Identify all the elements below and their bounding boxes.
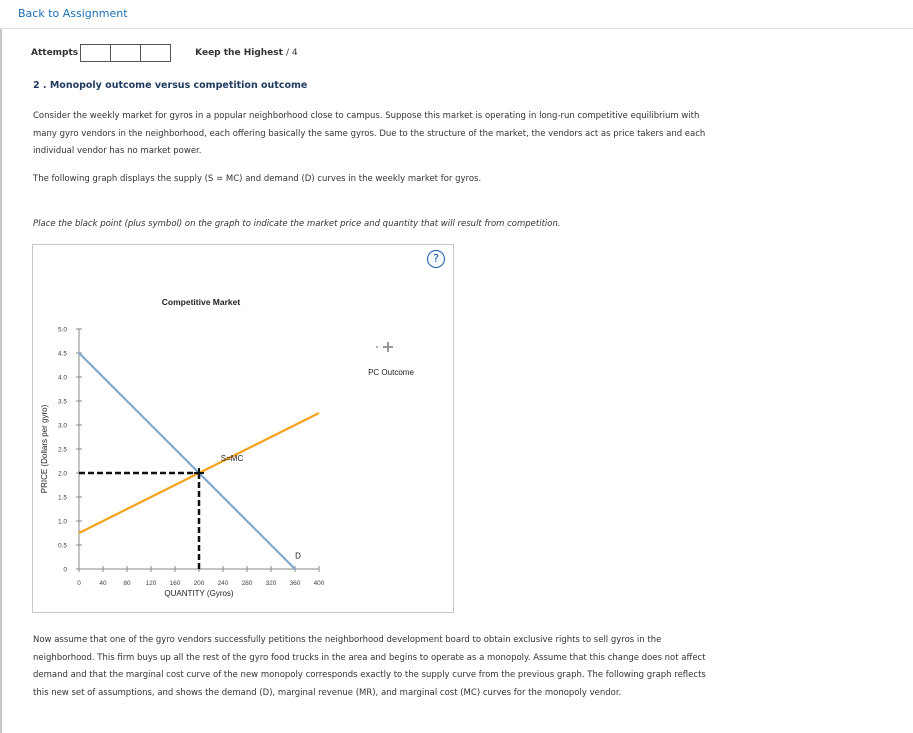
x-tick-label: 280	[241, 580, 253, 587]
y-tick-label: 0.5	[57, 542, 67, 550]
attempt-box-3	[140, 44, 171, 62]
back-to-assignment-link[interactable]: Back to Assignment	[18, 7, 128, 20]
supply-label: S=MC	[220, 454, 244, 463]
x-tick-label: 40	[99, 580, 107, 587]
keep-highest-label: Keep the Highest	[195, 48, 283, 58]
x-tick-label: 120	[145, 580, 157, 587]
graph-panel[interactable]	[32, 244, 454, 613]
y-tick-label: 2.5	[57, 446, 67, 454]
x-tick-label: 360	[289, 580, 301, 587]
question-intro: Consider the weekly market for gyros in a popular neighborhood close to campus. Suppose this market is operating in long-run competitive equilibrium with many gyro vendors in the neighborhood, each offering basically the same gyros. Due to the structure of the market, the vendors act as price takers and each individual vendor has no market power.	[33, 111, 706, 156]
x-tick-label: 320	[265, 580, 277, 587]
y-tick-label: 2.0	[57, 470, 67, 478]
question-title: 2 . Monopoly outcome versus competition outcome	[33, 80, 308, 91]
x-tick-label: 240	[217, 580, 229, 587]
x-tick-label: 160	[169, 580, 181, 587]
x-axis-title: QUANTITY (Gyros)	[164, 589, 234, 598]
top-bar	[0, 0, 913, 29]
attempt-box-2	[110, 44, 141, 62]
instruction-text: Place the black point (plus symbol) on the graph to indicate the market price and quantity that will result from competition.	[33, 219, 561, 229]
attempts-label: Attempts	[31, 48, 79, 58]
left-border	[0, 0, 2, 733]
attempts-row	[31, 44, 298, 62]
y-tick-label: 4.0	[57, 374, 67, 382]
pc-outcome-legend-label: PC Outcome	[368, 368, 414, 377]
y-tick-label: 4.5	[57, 350, 67, 358]
x-tick-label: 200	[193, 580, 205, 587]
demand-curve	[79, 353, 295, 569]
y-tick-label: 1.0	[57, 518, 67, 526]
pc-outcome-tool-icon	[383, 342, 393, 352]
demand-label: D	[295, 551, 301, 561]
graph-svg[interactable]	[33, 245, 453, 612]
attempt-box-1	[80, 44, 111, 62]
followup-text: Now assume that one of the gyro vendors successfully petitions the neighborhood development board to obtain exclusive rights to sell gyros in the neighborhood. This firm buys up all the rest of the gyro food trucks in the area and begins to operate as a monopoly. Assume that this change does not affect demand and that the marginal cost curve of the new monopoly corresponds exactly to the supply curve from the previous graph. The following graph reflects this new set of assumptions, and shows the demand (D), marginal revenue (MR), and marginal cost (MC) curves for the monopoly vendor.	[33, 635, 706, 698]
help-icon[interactable]: ?	[427, 250, 445, 268]
y-tick-label: 1.5	[57, 494, 67, 502]
y-tick-label: 0	[63, 566, 67, 574]
x-tick-label: 0	[77, 580, 81, 587]
graph-description: The following graph displays the supply (S = MC) and demand (D) curves in the weekly market for gyros.	[33, 174, 482, 184]
x-tick-label: 400	[313, 580, 325, 587]
y-tick-label: 5.0	[57, 326, 67, 334]
x-tick-label: 80	[123, 580, 131, 587]
y-axis-title: PRICE (Dollars per gyro)	[40, 404, 49, 494]
keep-highest-score: / 4	[285, 48, 298, 58]
y-tick-label: 3.5	[57, 398, 67, 406]
chart-title: Competitive Market	[161, 297, 241, 307]
y-tick-label: 3.0	[57, 422, 67, 430]
